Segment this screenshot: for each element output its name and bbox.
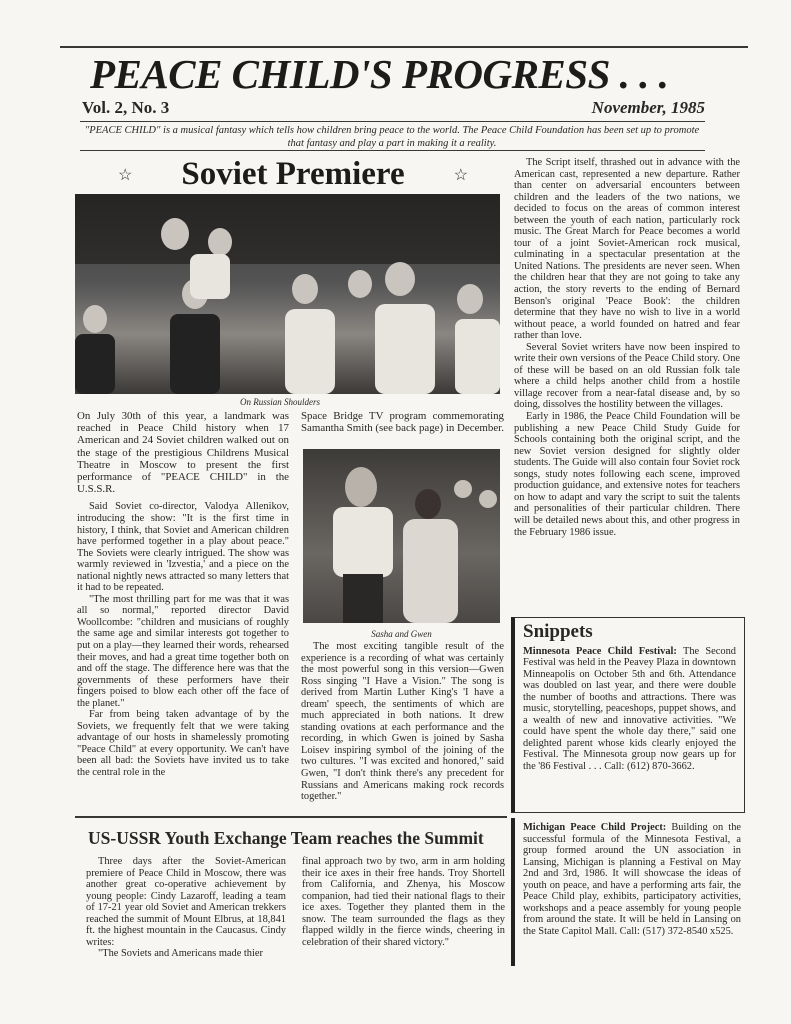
summit-col1 [86, 856, 286, 960]
summit-col2 [302, 856, 505, 948]
issue-date: November, 1985 [591, 98, 705, 117]
paragraph: Far from being taken advantage of by the Soviets, we frequently felt that we were taking advantage of our hosts in shamelessly promoting "Peace Child" at every opportunity. We can't have been all bad: the Soviets have invited us to take the central role in the [77, 709, 289, 778]
snippet-lead: Minnesota Peace Child Festival: [523, 645, 677, 657]
snippet-text: The Second Festival was held in the Peavey Plaza in downtown Minneapolis on October 5th and 6th. Attendance was doubled on last year, and there were double the number of booths and attractions. There was music, storytelling, peaceshops, puppet shows, and a wealth of new and innovative activities. "We could have spent the whole day there," said one delighted parent whose kids clearly enjoyed the Festival. The Minnesota group now gears up for the '86 Festival . . . Call: (612) 870-3662. [523, 645, 736, 773]
snippet-michigan [523, 822, 741, 937]
snippet-lead: Michigan Peace Child Project: [523, 822, 667, 833]
photo-on-russian-shoulders [75, 194, 500, 394]
crowd-photo-illustration [75, 194, 500, 394]
star-icon: ☆ [453, 166, 468, 184]
tagline-rule-top [80, 121, 705, 122]
photo-sasha-and-gwen [303, 449, 500, 623]
snippets-box [511, 617, 745, 813]
premiere-left-column [77, 410, 289, 779]
paragraph: final approach two by two, arm in arm holding their ice axes in their free hands. Troy Shortell from California, and Zhenya, his Moscow companion, had tied their national flags to their ice axes. Together they planted them in the snow. The team surrounded the flags as they flapped wildly in the fierce winds, cheering in celebration of their shared victory." [302, 856, 505, 948]
premiere-mid-top [301, 411, 504, 435]
paragraph: Space Bridge TV program commemorating Samantha Smith (see back page) in December. [301, 410, 504, 434]
star-icon: ☆ [118, 166, 133, 184]
snippets-title: Snippets [523, 621, 593, 642]
paragraph: Three days after the Soviet-American premiere of Peace Child in Moscow, there was another great co-operative achievement by young people: Cindy Lazaroff, leading a team of 17-21 year old Soviet and American trekkers reached the summit of Mount Elbrus, at 18,841 ft. the highest mountain in the Caucasus. Cindy writes: [86, 856, 286, 948]
paragraph: "The Soviets and Americans made thier [98, 948, 263, 960]
summit-title: US-USSR Youth Exchange Team reaches the Summit [88, 828, 484, 848]
tagline: "PEACE CHILD" is a musical fantasy which tells how children bring peace to the world. The Peace Child Foundation has been set up to promote that fantasy and play a part in making it a reality. [84, 125, 700, 149]
paragraph: Early in 1986, the Peace Child Foundation will be publishing a new Peace Child Study Guide for Schools containing both the original script, and the new Soviet version designed for slightly older students. The Guide will also contain four Soviet rock songs, study notes following each scene, improved production guidance, and extensive notes for teachers on how to adapt and vary the script to suit the talents and personalities of their particular children. There will be detailed news about this, and other progress in the February 1986 issue. [514, 411, 740, 538]
premiere-right-column [514, 157, 740, 538]
paragraph: The Script itself, thrashed out in advance with the American cast, represented a new departure. Rather than center on adversarial encounters between children and the leaders of the two nations, we decided to focus on the areas of common interest between the youth of each nation, particularly rock music. The Great March for Peace becomes a world tour of a joint Soviet-American rock musical, culminating in a spectacular presentation at the United Nations. The presidents are never seen. When the children hear that they are not going to take any action, the story reverts to the ending of Bernard Benson's original 'Peace Book': the children determine that they have no wish to live in a world without peace, a world founded on hatred and fear rather than love. [514, 157, 740, 342]
summit-rule [75, 816, 507, 818]
performers-photo-illustration [303, 449, 500, 623]
snippet-minnesota [523, 646, 736, 773]
paragraph: The most exciting tangible result of the experience is a recording of what was certainly the most powerful song in this version—Gwen Ross singing "I Have a Vision." The song is derived from Martin Luther King's 'I have a dream' speech, the sentiments of which are much appreciated in both nations. It drew standing ovations at each performance and the recording, in which Gwen is joined by Sasha Loisev inspiring symbol of the joining of the two cultures. "I was excited and honored," said Gwen, "I don't think there's any precedent for Russians and Americans making rock records together." [301, 641, 504, 803]
newsletter-title: PEACE CHILD'S PROGRESS . . . [90, 51, 669, 97]
premiere-title: Soviet Premiere [181, 156, 405, 192]
top-rule [60, 46, 748, 48]
tagline-rule-bottom [80, 150, 705, 151]
premiere-mid-bottom [301, 641, 504, 803]
premiere-heading [118, 156, 468, 193]
snippet-text: Building on the successful formula of the Minnesota Festival, a group formed around the UN association in Lansing, Michigan is planning a Festival on May 2nd and 3rd, 1986. It will showcase the ideas of youth on peace, and have a performing arts fair, the Peace Child play, exhibits, participatory activities, workshops and a peace assembly for young people from around the state. It will be held in Lansing on the State Capitol Mall. Call: (517) 372-8540 x525. [523, 822, 741, 937]
paragraph: On July 30th of this year, a landmark was reached in Peace Child history when 17 American and 24 Soviet children walked out on the stage of the prestigious Childrens Musical Theatre in Moscow to present the first performance of "PEACE CHILD" in the U.S.S.R. [77, 410, 289, 496]
photo1-caption: On Russian Shoulders [239, 397, 320, 407]
paragraph: Several Soviet writers have now been inspired to write their own versions of the Peace Child story. One of these will be based on an old Russian folk tale where a child helps another child from a hostile village recover from a near-fatal disease and, by so doing, dissolves the hostility between the villages. [514, 341, 740, 411]
paragraph: Said Soviet co-director, Valodya Allenikov, introducing the show: "It is the first time in history, I think, that Soviet and American children have performed together in a play about peace." The Soviets were clearly intrigued. The show was warmly reviewed in 'Izvestia,' and a piece on the national nightly news attracted so many letters that it had to be repeated. [77, 501, 289, 594]
volume-number: Vol. 2, No. 3 [82, 98, 170, 117]
snippet-michigan-block [511, 818, 745, 966]
photo2-caption: Sasha and Gwen [371, 629, 432, 639]
paragraph: "The most thrilling part for me was that it was all so normal," reported director David Woollcombe: "children and musicians of roughly the same age and similar interests got together to put on a play—they learned their words, rehearsed their moves, and had a great time together both on and off the stage. The difference here was that the governments of these performers have their fingers poised to blow each other off the face of the planet." [77, 593, 289, 709]
